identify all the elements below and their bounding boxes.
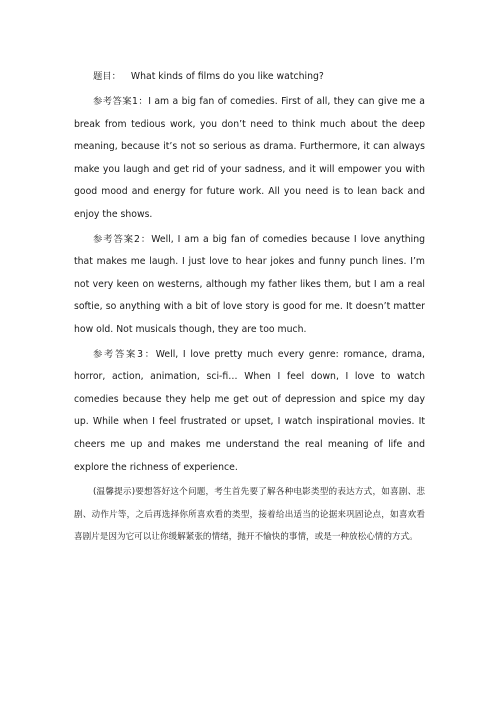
question-title [74, 66, 425, 88]
answer-1-label: 参考答案1： [93, 96, 149, 107]
answer-2-text: Well, I am a big fan of comedies because I love anything that makes me laugh. I just love to hear jokes and funny punch lines. I’m not very keen on westerns, although my father likes them, but I am a real softie, so anything with a bit of love story is good for me. It doesn’t matter how old. Not musicals though, they are too much. [74, 233, 425, 335]
answer-2-label: 参考答案2： [93, 233, 152, 245]
answer-1-text: I am a big fan of comedies. First of all, they can give me a break from tedious work, you don’t need to think much about the deep meaning, because it’s not so serious as drama. Furthermore, it can always make you laugh and get rid of your sadness, and it will empower you with good mood and energy for future work. All you need is to lean back and enjoy the shows. [74, 96, 425, 220]
tip-note: (温馨提示)要想答好这个问题，考生首先要了解各种电影类型的表达方式，如喜剧、悲剧、动作片等，之后再选择你所喜欢看的类型，接着给出适当的论据来巩固论点，如喜欢看喜剧片是因为它可以让你缓解紧张的情绪，抛开不愉快的事情，或是一种放松心情的方式。 [74, 487, 425, 542]
title-question: What kinds of films do you like watching? [130, 71, 324, 82]
answer-3 [74, 344, 425, 480]
title-label: 题目： [93, 71, 121, 82]
answer-1 [74, 91, 425, 227]
answer-2 [74, 229, 425, 342]
document-body [74, 66, 425, 548]
answer-3-text: Well, I love pretty much every genre: romance, drama, horror, action, animation, sci-fi… When I feel down, I love to watch comedies because they help me get out of depression and spice my day up. While when I feel frustrated or upset, I watch inspirational movies. It cheers me up and makes me understand the real meaning of life and explore the richness of experience. [74, 348, 425, 473]
answer-3-label: 参考答案3： [93, 348, 156, 360]
